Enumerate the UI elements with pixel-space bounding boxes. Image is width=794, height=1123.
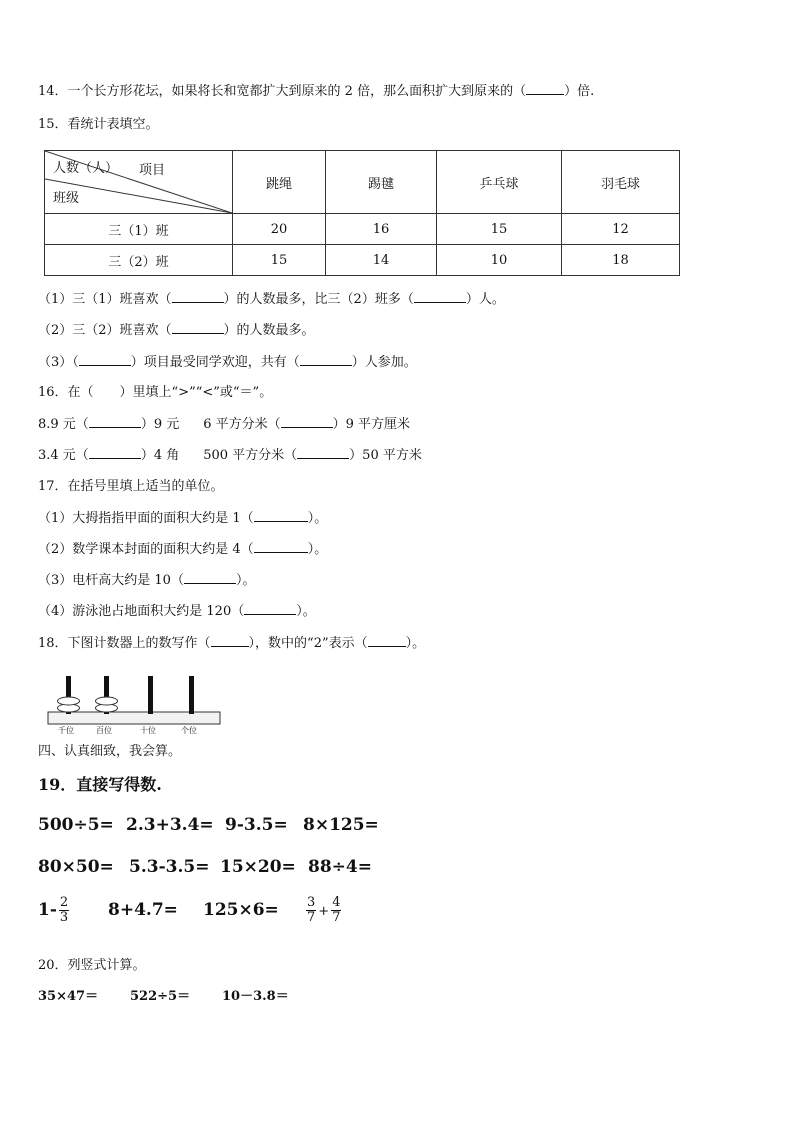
q17-sub3-text: （3）电杆高大约是 10（ (38, 573, 184, 588)
answer-blank[interactable] (254, 540, 308, 553)
q18-text-mid: ），数中的“2”表示（ (248, 636, 368, 651)
calc-expression: 80×50= (38, 857, 114, 877)
calc-expression: 5.3-3.5= (129, 857, 210, 877)
fraction-denominator: 3 (59, 910, 69, 925)
q17-sub4-text: （4）游泳池占地面积大约是 120（ (38, 604, 245, 619)
table-cell: 14 (326, 245, 437, 276)
question-14 (38, 82, 594, 101)
calc-expression: 8×125= (303, 815, 379, 835)
q20-row (38, 988, 289, 1006)
question-17-title: 17．在括号里填上适当的单位。 (38, 479, 224, 494)
q15-sub1-text-mid: ）的人数最多，比三（2）班多（ (223, 292, 414, 307)
fraction-numerator: 3 (307, 895, 316, 910)
table-header-diagonal-cell (45, 151, 233, 214)
compare-right: ）50 平方米 (349, 448, 422, 463)
section-heading: 四、认真细致，我会算。 (38, 744, 182, 759)
question-15-sub-2 (38, 321, 315, 340)
q18-text: 18．下图计数器上的数写作（ (38, 636, 211, 651)
answer-blank[interactable] (254, 509, 308, 522)
fraction (306, 896, 316, 925)
table-cell: 20 (233, 214, 326, 245)
calc-expression (304, 890, 343, 932)
column-header-shuttlecock: 踢毽 (326, 151, 437, 214)
question-15-title: 15．看统计表填空。 (38, 117, 159, 132)
column-header-table-tennis: 乒乓球 (437, 151, 562, 214)
header-class: 班级 (53, 191, 80, 206)
calc-expression: 15×20= (220, 857, 296, 877)
q15-sub2-text-end: ）的人数最多。 (223, 323, 315, 338)
place-label-thousands: 千位 (58, 726, 74, 735)
calc-expression: 8+4.7= (108, 900, 178, 920)
row-label: 三（2）班 (45, 245, 233, 276)
answer-blank[interactable] (89, 446, 141, 459)
table-cell: 10 (437, 245, 562, 276)
q19-row-1 (38, 816, 379, 834)
row-label: 三（1）班 (45, 214, 233, 245)
compare-left: 8.9 元（ (38, 417, 89, 432)
answer-blank[interactable] (526, 82, 564, 95)
calc-expression: 35×47＝ (38, 989, 99, 1004)
place-label-hundreds: 百位 (96, 726, 112, 735)
statistics-table (44, 150, 680, 276)
answer-blank[interactable] (414, 290, 466, 303)
question-16-title: 16．在（ ）里填上“>”“<”或“＝”。 (38, 385, 273, 400)
compare-right: ）9 平方厘米 (332, 417, 411, 432)
answer-blank[interactable] (172, 290, 224, 303)
compare-right: ）9 元 (140, 417, 180, 432)
question-19-title: 19．直接写得数. (38, 775, 162, 794)
compare-left: 500 平方分米（ (203, 448, 298, 463)
answer-blank[interactable] (368, 634, 406, 647)
calc-expression (38, 890, 108, 930)
column-header-jump-rope: 跳绳 (233, 151, 326, 214)
table-cell: 16 (326, 214, 437, 245)
compare-left: 3.4 元（ (38, 448, 89, 463)
question-17-sub-4 (38, 602, 316, 621)
table-cell: 15 (233, 245, 326, 276)
question-17-sub-2 (38, 540, 327, 559)
q17-sub1-text-end: ）。 (307, 511, 328, 526)
calc-expression: 522÷5＝ (130, 989, 191, 1004)
fraction-denominator: 7 (332, 910, 341, 925)
table-row (45, 214, 680, 245)
answer-blank[interactable] (184, 571, 236, 584)
answer-blank[interactable] (244, 602, 296, 615)
column-header-badminton: 羽毛球 (562, 151, 680, 214)
q15-sub3-text-end: ）人参加。 (351, 355, 417, 370)
fraction-denominator: 7 (307, 910, 316, 925)
fraction-numerator: 4 (332, 895, 341, 910)
compare-right: ）4 角 (140, 448, 180, 463)
fraction (331, 896, 341, 925)
question-20-title: 20．列竖式计算。 (38, 958, 146, 973)
header-people-count: 人数（人） (53, 161, 119, 176)
answer-blank[interactable] (297, 446, 349, 459)
q14-text-end: ）倍. (564, 84, 595, 99)
q17-sub1-text: （1）大拇指指甲面的面积大约是 1（ (38, 511, 254, 526)
question-17-sub-3 (38, 571, 255, 590)
question-17-sub-1 (38, 509, 327, 528)
plus-operator: + (318, 904, 330, 919)
calc-expression: 500÷5= (38, 815, 114, 835)
question-15-sub-3 (38, 353, 417, 372)
answer-blank[interactable] (79, 353, 131, 366)
q15-sub2-text: （2）三（2）班喜欢（ (38, 323, 172, 338)
table-row (45, 245, 680, 276)
q17-sub2-text: （2）数学课本封面的面积大约是 4（ (38, 542, 254, 557)
q15-sub1-text: （1）三（1）班喜欢（ (38, 292, 172, 307)
q17-sub4-text-end: ）。 (296, 604, 316, 619)
calc-expression: 2.3+3.4= (126, 815, 214, 835)
question-16-row-2 (38, 446, 422, 465)
header-item: 项目 (139, 163, 166, 178)
q17-sub3-text-end: ）。 (235, 573, 256, 588)
calc-expression: 88÷4= (308, 857, 372, 877)
question-16-row-1 (38, 415, 410, 434)
calc-expression: 9-3.5= (225, 815, 288, 835)
q15-sub3-text-mid: ）项目最受同学欢迎，共有（ (130, 355, 300, 370)
answer-blank[interactable] (211, 634, 249, 647)
answer-blank[interactable] (281, 415, 333, 428)
fraction (59, 896, 69, 925)
fraction-numerator: 2 (59, 895, 69, 910)
q14-text: 14．一个长方形花坛，如果将长和宽都扩大到原来的 2 倍，那么面积扩大到原来的（ (38, 84, 527, 99)
place-label-ones: 个位 (181, 726, 197, 735)
counting-frame-figure (46, 672, 222, 738)
answer-blank[interactable] (89, 415, 141, 428)
table-cell: 18 (562, 245, 680, 276)
q19-row-2 (38, 858, 372, 876)
question-18 (38, 634, 425, 653)
q15-sub3-text: （3）（ (38, 355, 79, 370)
question-15-sub-1 (38, 290, 505, 309)
calc-expression: 125×6= (203, 900, 279, 920)
answer-blank[interactable] (300, 353, 352, 366)
calc-expression: 10－3.8＝ (222, 989, 289, 1004)
answer-blank[interactable] (172, 321, 224, 334)
place-label-tens: 十位 (140, 726, 156, 735)
q19-row-3 (38, 890, 343, 930)
table-cell: 12 (562, 214, 680, 245)
q15-sub1-text-end: ）人。 (465, 292, 505, 307)
compare-left: 6 平方分米（ (203, 417, 281, 432)
table-cell: 15 (437, 214, 562, 245)
q17-sub2-text-end: ）。 (307, 542, 328, 557)
q18-text-end: ）。 (405, 636, 426, 651)
calc-prefix: 1- (38, 900, 57, 920)
